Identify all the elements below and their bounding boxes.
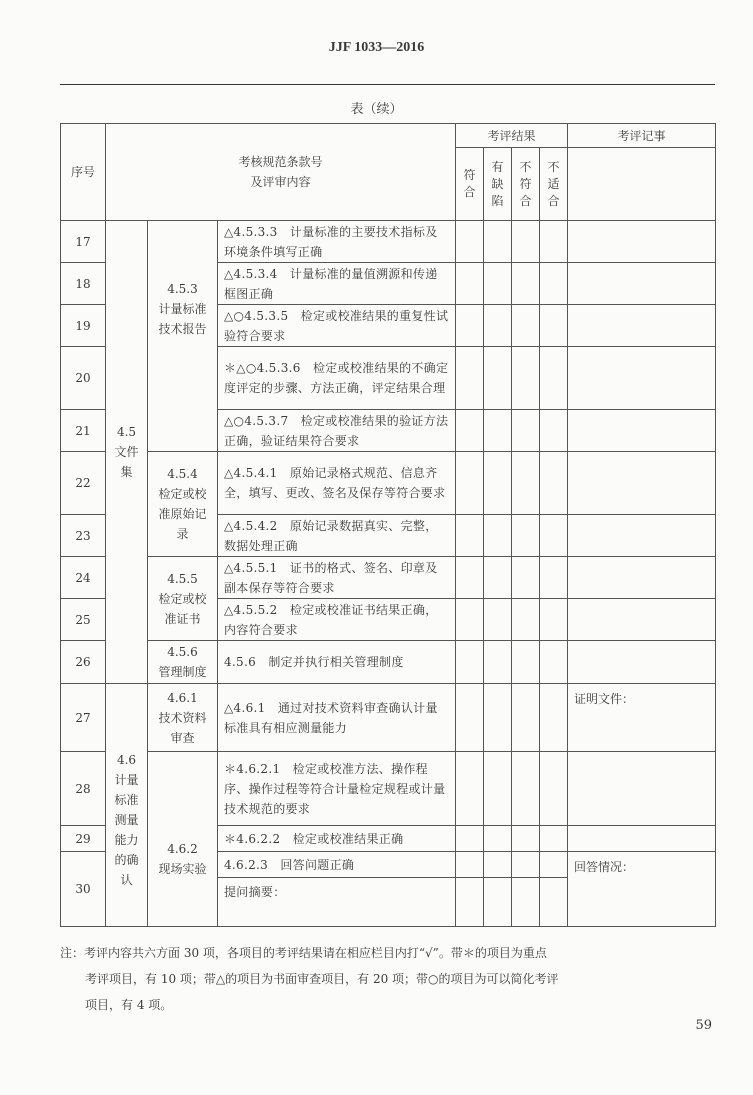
check-cell-na[interactable] [540,263,568,305]
check-cell-na[interactable] [540,684,568,752]
remark-cell[interactable] [568,452,716,515]
subgroup-4-5-6-cell: 4.5.6 管理制度 [148,641,218,684]
check-cell-na[interactable] [540,557,568,599]
seq-header: 序号 [61,124,106,221]
remark-cell[interactable]: 证明文件： [568,684,716,752]
check-cell-na[interactable] [540,221,568,263]
check-cell-defect[interactable] [484,410,512,452]
check-cell-pass[interactable] [456,641,484,684]
subgroup-4-5-3-cell: 4.5.3 计量标准 技术报告 [148,221,218,452]
item-text: △4.5.3.4 计量标准的量值溯源和传递框图正确 [218,263,456,305]
check-cell-fail[interactable] [512,826,540,852]
subgroup-4-6-1-cell: 4.6.1 技术资料 审查 [148,684,218,752]
item-text: △○4.5.3.7 检定或校准结果的验证方法正确，验证结果符合要求 [218,410,456,452]
result-col-pass: 符 合 [456,148,484,221]
remark-cell[interactable] [568,557,716,599]
check-cell-defect[interactable] [484,452,512,515]
footnote-line: 注：考评内容共六方面 30 项，各项目的考评结果请在相应栏目内打“√”。带＊的项目为重点 [60,946,547,960]
remark-cell[interactable] [568,221,716,263]
check-cell-fail[interactable] [512,599,540,641]
check-cell-pass[interactable] [456,515,484,557]
group-4-5-cell: 4.5 文件 集 [106,221,148,684]
check-cell-fail[interactable] [512,852,540,878]
footnote-line: 考评项目，有 10 项；带△的项目为书面审查项目，有 20 项；带○的项目为可以简化考评 [85,972,559,986]
remark-cell[interactable] [568,641,716,684]
check-cell-na[interactable] [540,826,568,852]
table-row [61,452,716,515]
item-text: △4.5.4.1 原始记录格式规范、信息齐全，填写、更改、签名及保存等符合要求 [218,452,456,515]
check-cell-na[interactable] [540,852,568,878]
check-cell-defect[interactable] [484,221,512,263]
header-row-1 [61,124,716,148]
result-col-fail: 不 符 合 [512,148,540,221]
table-footnote [60,940,715,1018]
header-rule [60,84,715,85]
item-text: ＊4.6.2.2 检定或校准结果正确 [218,826,456,852]
content-header-line2: 及评审内容 [250,175,311,189]
remarks-header: 考评记事 [568,124,716,148]
table-row [61,752,716,826]
evaluation-table [60,123,716,927]
check-cell-pass[interactable] [456,305,484,347]
check-cell-na[interactable] [540,878,568,927]
row-number: 27 [61,684,106,752]
row-number: 20 [61,347,106,410]
footnote-line: 项目，有 4 项。 [85,998,173,1012]
row-number: 25 [61,599,106,641]
check-cell-na[interactable] [540,752,568,826]
remark-cell[interactable] [568,515,716,557]
check-cell-na[interactable] [540,347,568,410]
check-cell-defect[interactable] [484,347,512,410]
table-caption: 表（续） [350,102,403,117]
table-row [61,684,716,752]
check-cell-fail[interactable] [512,515,540,557]
check-cell-defect[interactable] [484,752,512,826]
remark-cell[interactable] [568,826,716,852]
remark-cell[interactable] [568,599,716,641]
subgroup-4-5-4-cell: 4.5.4 检定或校 准原始记 录 [148,452,218,557]
row-number: 26 [61,641,106,684]
item-text: △4.5.5.1 证书的格式、签名、印章及副本保存等符合要求 [218,557,456,599]
row-number: 21 [61,410,106,452]
check-cell-fail[interactable] [512,305,540,347]
item-text: 4.6.2.3 回答问题正确 [218,852,456,878]
check-cell-pass[interactable] [456,684,484,752]
check-cell-fail[interactable] [512,221,540,263]
check-cell-na[interactable] [540,305,568,347]
remarks-header-blank [568,148,716,221]
check-cell-fail[interactable] [512,410,540,452]
row-number: 22 [61,452,106,515]
check-cell-pass[interactable] [456,557,484,599]
check-cell-pass[interactable] [456,752,484,826]
check-cell-na[interactable] [540,410,568,452]
check-cell-pass[interactable] [456,852,484,878]
check-cell-defect[interactable] [484,515,512,557]
item-text: △○4.5.3.5 检定或校准结果的重复性试验符合要求 [218,305,456,347]
remark-cell[interactable] [568,263,716,305]
page-number: 59 [695,1018,712,1033]
check-cell-fail[interactable] [512,641,540,684]
remark-cell[interactable] [568,305,716,347]
check-cell-fail[interactable] [512,263,540,305]
remark-cell[interactable] [568,752,716,826]
check-cell-defect[interactable] [484,557,512,599]
row-number: 17 [61,221,106,263]
remark-cell[interactable] [568,410,716,452]
check-cell-fail[interactable] [512,557,540,599]
row-number: 18 [61,263,106,305]
item-text: ＊4.6.2.1 检定或校准方法、操作程序、操作过程等符合计量检定规程或计量技术规范的要求 [218,752,456,826]
group-4-6-cell: 4.6 计量 标准 测量 能力 的确 认 [106,684,148,927]
check-cell-pass[interactable] [456,263,484,305]
check-cell-fail[interactable] [512,752,540,826]
content-header [106,124,456,221]
remark-cell[interactable] [568,347,716,410]
question-summary-field[interactable]: 提问摘要： [218,878,456,927]
check-cell-pass[interactable] [456,826,484,852]
check-cell-fail[interactable] [512,878,540,927]
row-number: 24 [61,557,106,599]
check-cell-pass[interactable] [456,221,484,263]
item-text: ＊△○4.5.3.6 检定或校准结果的不确定度评定的步骤、方法正确，评定结果合理 [218,347,456,410]
subgroup-4-6-2-cell: 4.6.2 现场实验 [148,752,218,927]
item-text: △4.5.4.2 原始记录数据真实、完整，数据处理正确 [218,515,456,557]
table-row [61,641,716,684]
check-cell-defect[interactable] [484,599,512,641]
check-cell-na[interactable] [540,599,568,641]
subgroup-4-5-5-cell: 4.5.5 检定或校 准证书 [148,557,218,641]
check-cell-defect[interactable] [484,852,512,878]
item-text: 4.5.6 制定并执行相关管理制度 [218,641,456,684]
check-cell-pass[interactable] [456,410,484,452]
check-cell-pass[interactable] [456,452,484,515]
item-text: △4.5.5.2 检定或校准证书结果正确，内容符合要求 [218,599,456,641]
result-col-na: 不 适 合 [540,148,568,221]
check-cell-defect[interactable] [484,878,512,927]
check-cell-na[interactable] [540,452,568,515]
row-number: 19 [61,305,106,347]
result-col-defect: 有 缺 陷 [484,148,512,221]
remark-cell[interactable]: 回答情况： [568,852,716,927]
row-number: 30 [61,852,106,927]
check-cell-pass[interactable] [456,347,484,410]
content-header-line1: 考核规范条款号 [238,155,323,169]
row-number: 29 [61,826,106,852]
item-text: △4.5.3.3 计量标准的主要技术指标及环境条件填写正确 [218,221,456,263]
check-cell-pass[interactable] [456,599,484,641]
table-row [61,557,716,599]
check-cell-fail[interactable] [512,347,540,410]
check-cell-na[interactable] [540,515,568,557]
check-cell-na[interactable] [540,641,568,684]
document-code-header: JJF 1033—2016 [328,40,425,55]
check-cell-pass[interactable] [456,878,484,927]
row-number: 28 [61,752,106,826]
check-cell-defect[interactable] [484,305,512,347]
check-cell-fail[interactable] [512,684,540,752]
check-cell-defect[interactable] [484,263,512,305]
check-cell-fail[interactable] [512,452,540,515]
check-cell-defect[interactable] [484,641,512,684]
result-group-header: 考评结果 [456,124,568,148]
check-cell-defect[interactable] [484,684,512,752]
row-number: 23 [61,515,106,557]
check-cell-defect[interactable] [484,826,512,852]
item-text: △4.6.1 通过对技术资料审查确认计量标准具有相应测量能力 [218,684,456,752]
table-row [61,221,716,263]
